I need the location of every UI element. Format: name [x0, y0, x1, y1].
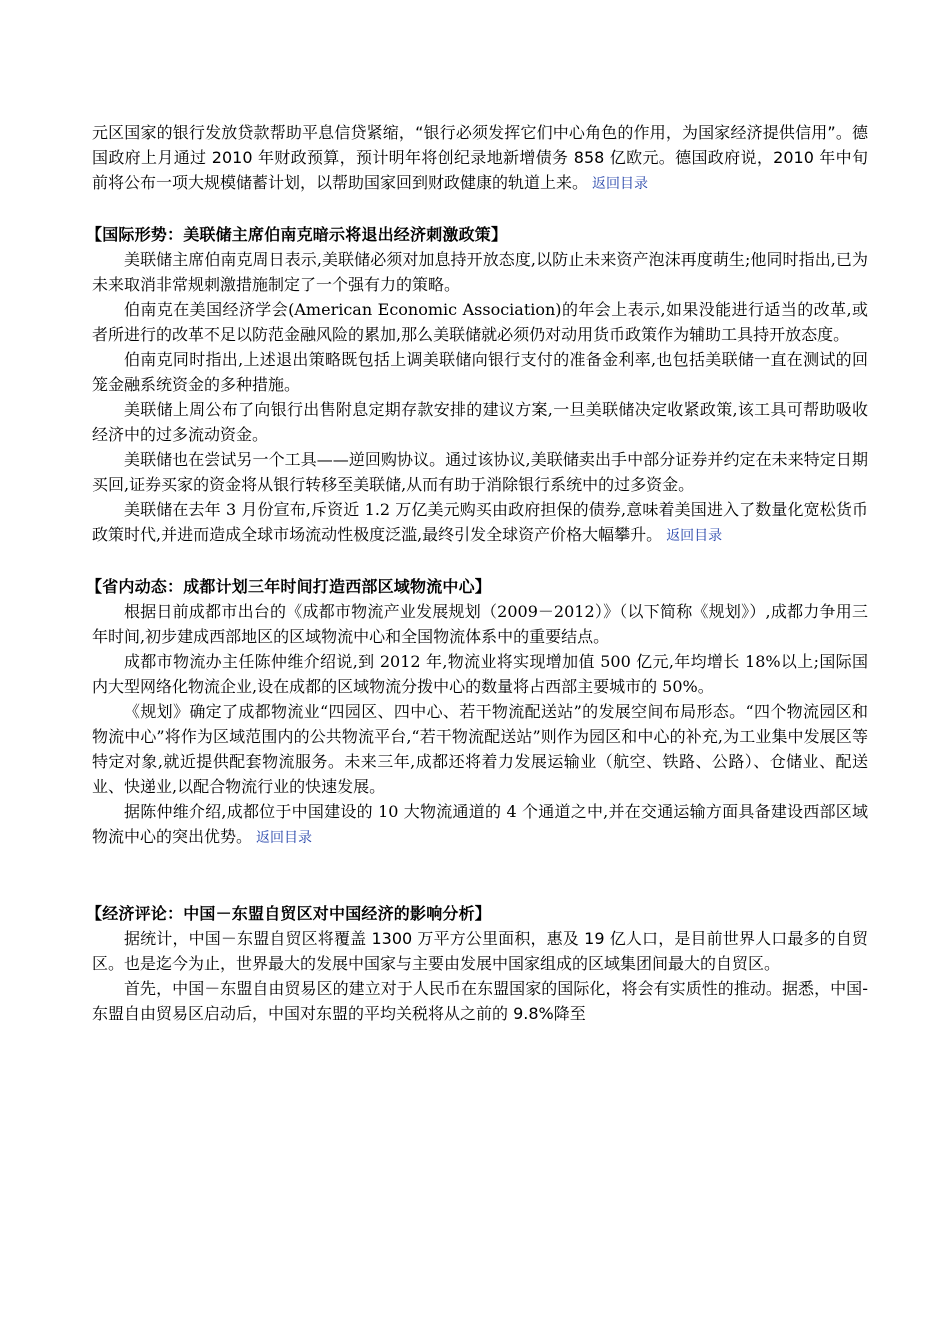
return-to-toc-link[interactable]: 返回目录 [256, 830, 313, 846]
section-gap [92, 851, 868, 901]
chengdu-paragraph-4 [92, 799, 868, 851]
section-title-asean: 【经济评论：中国－东盟自贸区对中国经济的影响分析】 [86, 904, 492, 923]
fed-paragraph-6 [92, 497, 868, 549]
return-to-toc-link[interactable]: 返回目录 [592, 176, 649, 192]
section-gap [92, 197, 868, 222]
return-to-toc-link[interactable]: 返回目录 [666, 528, 723, 544]
fed-paragraph-3: 伯南克同时指出,上述退出策略既包括上调美联储向银行支付的准备金利率,也包括美联储一直在测试的回笼金融系统资金的多种措施。 [92, 350, 868, 394]
document-page [86, 120, 868, 1026]
section-title-chengdu: 【省内动态：成都计划三年时间打造西部区域物流中心】 [86, 577, 492, 596]
section-title-fed: 【国际形势：美联储主席伯南克暗示将退出经济刺激政策】 [86, 225, 508, 244]
asean-paragraph-2: 首先，中国－东盟自由贸易区的建立对于人民币在东盟国家的国际化，将会有实质性的推动。据悉，中国-东盟自由贸易区启动后，中国对东盟的平均关税将从之前的 9.8%降至 [92, 979, 868, 1023]
fed-paragraph-2: 伯南克在美国经济学会(American Economic Association)的年会上表示,如果没能进行适当的改革,或者所进行的改革不足以防范金融风险的累加,那么美联储就必须仍对动用货币政策作为辅助工具持开放态度。 [92, 300, 868, 344]
intro-paragraph [92, 120, 868, 197]
fed-paragraph-4: 美联储上周公布了向银行出售附息定期存款安排的建议方案,一旦美联储决定收紧政策,该工具可帮助吸收经济中的过多流动资金。 [92, 400, 868, 444]
chengdu-paragraph-1: 根据日前成都市出台的《成都市物流产业发展规划（2009－2012）》（以下简称《规划》）,成都力争用三年时间,初步建成西部地区的区域物流中心和全国物流体系中的重要结点。 [92, 602, 868, 646]
asean-paragraph-1: 据统计，中国－东盟自贸区将覆盖 1300 万平方公里面积，惠及 19 亿人口，是目前世界人口最多的自贸区。也是迄今为止，世界最大的发展中国家与主要由发展中国家组成的区域集团间最大的自贸区。 [92, 929, 868, 973]
fed-paragraph-6-text: 美联储在去年 3 月份宣布,斥资近 1.2 万亿美元购买由政府担保的债券,意味着美国进入了数量化宽松货币政策时代,并进而造成全球市场流动性极度泛滥,最终引发全球资产价格大幅攀升。 [92, 500, 868, 544]
chengdu-paragraph-3: 《规划》确定了成都物流业“四园区、四中心、若干物流配送站”的发展空间布局形态。“四个物流园区和物流中心”将作为区域范围内的公共物流平台,“若干物流配送站”则作为园区和中心的补充,为工业集中发展区等特定对象,就近提供配套物流服务。未来三年,成都还将着力发展运输业（航空、铁路、公路）、仓储业、配送业、快递业,以配合物流行业的快速发展。 [92, 702, 868, 796]
intro-paragraph-text: 元区国家的银行发放贷款帮助平息信贷紧缩，“银行必须发挥它们中心角色的作用，为国家经济提供信用”。德国政府上月通过 2010 年财政预算，预计明年将创纪录地新增债务 858 亿欧元。德国政府说，2010 年中旬前将公布一项大规模储蓄计划，以帮助国家回到财政健康的轨道上来。 [92, 123, 868, 192]
section-gap [92, 549, 868, 574]
fed-paragraph-5: 美联储也在尝试另一个工具——逆回购协议。通过该协议,美联储卖出手中部分证券并约定在未来特定日期买回,证券买家的资金将从银行转移至美联储,从而有助于消除银行系统中的过多资金。 [92, 450, 868, 494]
chengdu-paragraph-2: 成都市物流办主任陈仲维介绍说,到 2012 年,物流业将实现增加值 500 亿元,年均增长 18%以上;国际国内大型网络化物流企业,设在成都的区域物流分拨中心的数量将占西部主要城市的 50%。 [92, 652, 868, 696]
chengdu-paragraph-4-text: 据陈仲维介绍,成都位于中国建设的 10 大物流通道的 4 个通道之中,并在交通运输方面具备建设西部区域物流中心的突出优势。 [92, 802, 868, 846]
fed-paragraph-1: 美联储主席伯南克周日表示,美联储必须对加息持开放态度,以防止未来资产泡沫再度萌生;他同时指出,已为未来取消非常规刺激措施制定了一个强有力的策略。 [92, 250, 868, 294]
